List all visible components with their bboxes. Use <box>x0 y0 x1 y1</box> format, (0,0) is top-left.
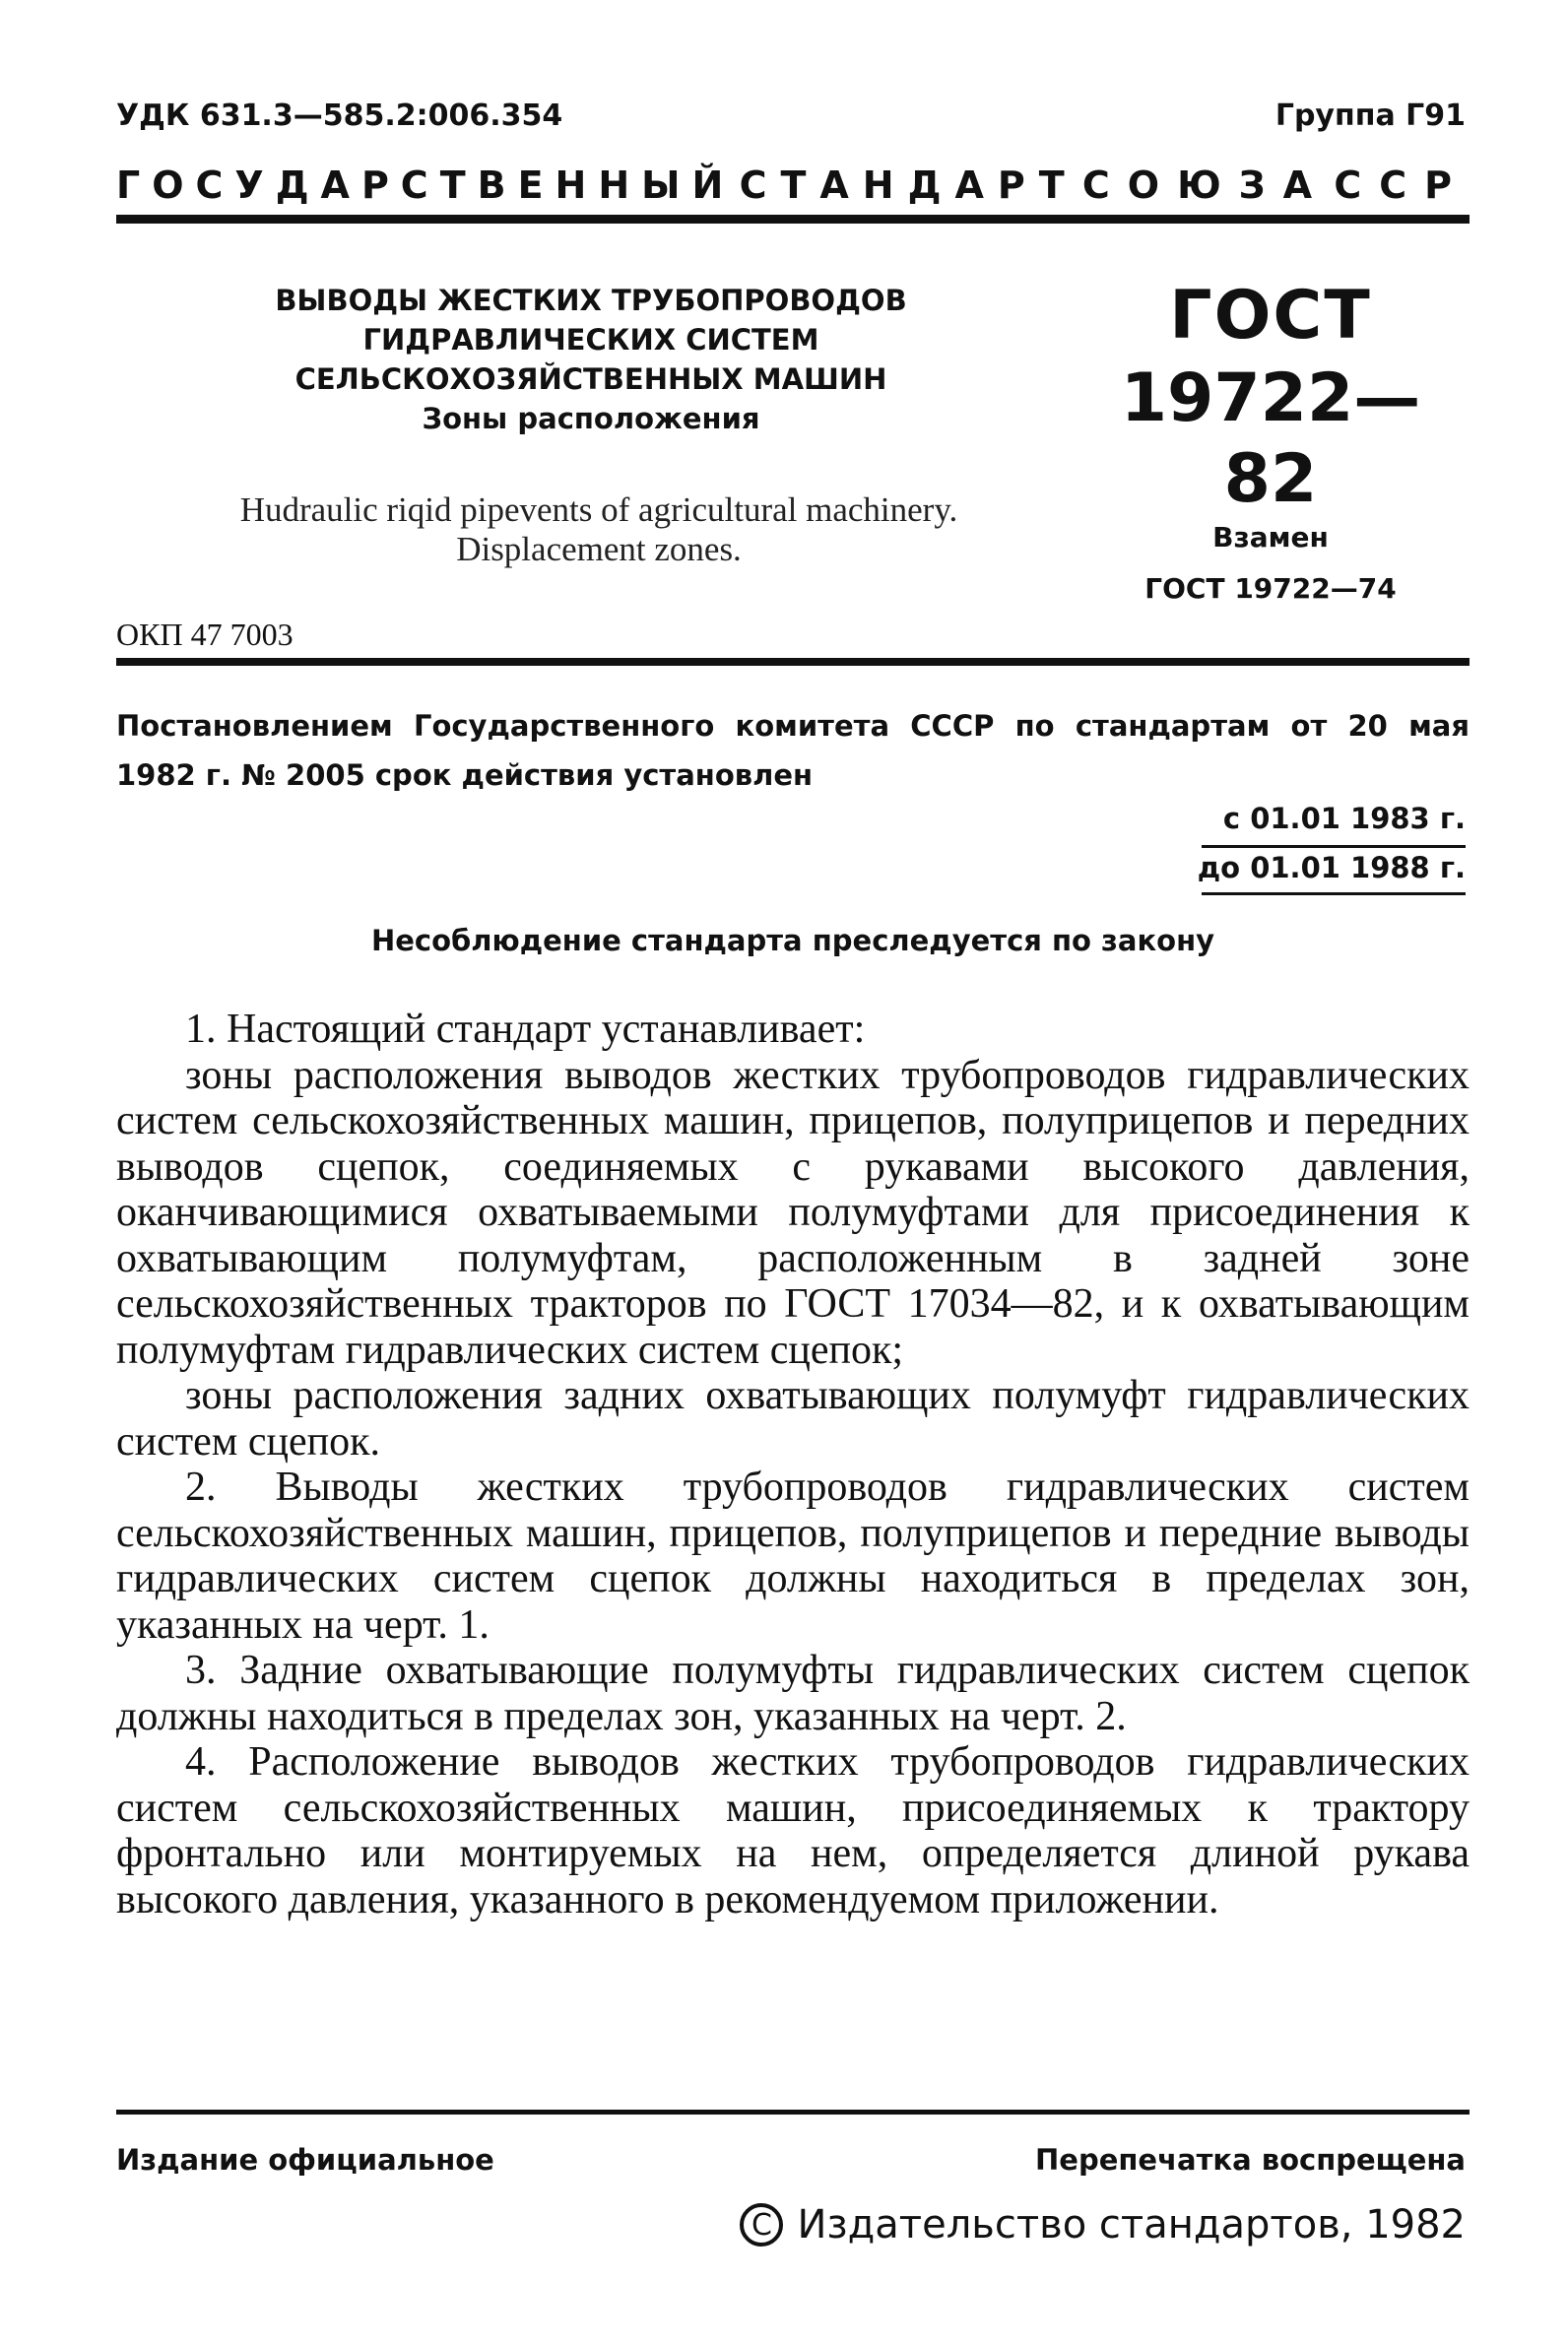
publisher-line <box>740 2202 1466 2247</box>
replaces-block <box>1133 512 1408 615</box>
body-paragraph: 2. Выводы жестких трубопроводов гидравлических систем сельскохозяйственных машин, прицепов, полуприцепов и передние выводы гидравлических систем сцепок должны находиться в пределах зон, указанных на черт. 1. <box>116 1465 1470 1648</box>
effective-to-date: до 01.01 1988 г. <box>1197 851 1466 884</box>
standard-word: СОЮЗА <box>1081 163 1331 207</box>
standard-word: СТАНДАРТ <box>739 163 1078 207</box>
edition-label: Издание официальное <box>116 2143 494 2177</box>
standard-word: ССР <box>1334 163 1470 207</box>
standard-heading <box>116 163 1470 207</box>
decree-line: Постановлением Государственного комитета СССР по стандартам от 20 мая <box>116 709 1470 743</box>
title-line: СЕЛЬСКОХОЗЯЙСТВЕННЫХ МАШИН <box>294 362 887 396</box>
body-paragraph: 3. Задние охватывающие полумуфты гидравлических систем сцепок должны находиться в пределах зон, указанных на черт. 2. <box>116 1648 1470 1739</box>
english-title-line: Hudraulic riqid pipevents of agricultural machinery. <box>239 490 958 529</box>
body-paragraph: зоны расположения выводов жестких трубопроводов гидравлических систем сельскохозяйственных машин, прицепов, полуприцепов и передних выводов сцепок, соединяемых с рукавами высокого давления, оканчивающимися охватываемыми полумуфтами для присоединения к охватывающим полумуфтам, расположенным в задней зоне сельскохозяйственных тракторов по ГОСТ 17034—82, и к охватывающим полумуфтам гидравлических систем сцепок; <box>116 1052 1470 1373</box>
okp-code: ОКП 47 7003 <box>116 617 294 652</box>
header-rule <box>116 215 1470 224</box>
decree-line: 1982 г. № 2005 срок действия установлен <box>116 758 814 792</box>
udk-code: УДК 631.3—585.2:006.354 <box>116 98 563 133</box>
english-title-line: Displacement zones. <box>456 530 742 568</box>
effective-from-date: с 01.01 1983 г. <box>1222 802 1466 835</box>
gost-number: 19722—82 <box>1120 359 1421 518</box>
law-notice: Несоблюдение стандарта преследуется по закону <box>370 924 1215 957</box>
title-subtitle: Зоны расположения <box>422 402 760 435</box>
document-body <box>116 1007 1470 1922</box>
gost-label: ГОСТ <box>1169 277 1372 355</box>
body-paragraph: 1. Настоящий стандарт устанавливает: <box>185 1007 866 1052</box>
group-code: Группа Г91 <box>1274 98 1466 133</box>
replaces-value: ГОСТ 19722—74 <box>1144 572 1397 605</box>
okp-rule <box>116 658 1470 666</box>
publisher-name: Издательство стандартов, 1982 <box>797 2202 1466 2247</box>
reprint-notice: Перепечатка воспрещена <box>1035 2143 1466 2177</box>
title-line: ГИДРАВЛИЧЕСКИХ СИСТЕМ <box>362 323 819 357</box>
document-title <box>227 281 955 438</box>
body-paragraph: зоны расположения задних охватывающих полумуфт гидравлических систем сцепок. <box>116 1373 1470 1465</box>
title-line: ВЫВОДЫ ЖЕСТКИХ ТРУБОПРОВОДОВ <box>275 284 907 317</box>
date-rule <box>1202 892 1466 895</box>
copyright-icon: C <box>740 2203 783 2247</box>
standard-word: ГОСУДАРСТВЕННЫЙ <box>116 163 736 207</box>
replaces-label: Взамен <box>1212 521 1329 554</box>
body-paragraph: 4. Расположение выводов жестких трубопроводов гидравлических систем сельскохозяйственных машин, присоединяемых к трактору фронтально или монтируемых на нем, определяется длиной рукава высокого давления, указанного в рекомендуемом приложении. <box>116 1739 1470 1922</box>
footer-rule <box>116 2110 1470 2115</box>
english-title <box>116 490 1081 569</box>
